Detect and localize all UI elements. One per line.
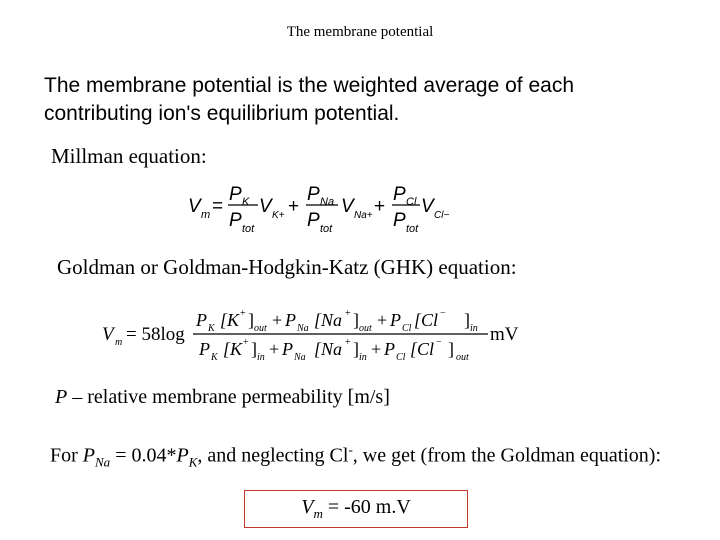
final-minus-sup: -: [348, 442, 353, 457]
ghk-den-p-na: P: [282, 339, 293, 359]
ghk-den-p-na-sub: Na: [294, 352, 306, 363]
ghk-num-p-k: P: [196, 310, 207, 330]
millman-plus-2: +: [374, 196, 386, 217]
ghk-num-cl-ion: [Cl: [414, 310, 439, 330]
ghk-den-cl-sup: −: [436, 337, 442, 348]
ghk-den-p-k-sub: K: [211, 352, 218, 363]
ghk-den-cl-ion: [Cl: [410, 339, 435, 359]
ghk-den-p-cl: P: [384, 339, 395, 359]
result-value: [244, 496, 468, 522]
millman-p-k-sub: K: [242, 196, 250, 208]
permeability-definition: [55, 386, 390, 409]
millman-equals: =: [212, 196, 224, 217]
millman-v-cl-sub: Cl−: [434, 210, 450, 221]
ghk-num-p-cl: P: [390, 310, 401, 330]
ghk-den-plus-2: +: [371, 339, 382, 359]
ghk-num-na-close: ]: [353, 310, 359, 330]
final-mid: , and neglecting Cl: [197, 444, 349, 467]
millman-v-cl: V: [421, 196, 434, 217]
ghk-den-na-loc: in: [359, 352, 367, 363]
ghk-num-cl-loc: in: [470, 323, 478, 334]
ghk-den-na-close: ]: [353, 339, 359, 359]
ghk-num-p-k-sub: K: [208, 323, 215, 334]
ghk-unit: mV: [490, 324, 519, 345]
final-statement: [50, 436, 700, 476]
slide-title: The membrane potential: [286, 24, 434, 40]
final-prefix: For: [50, 444, 83, 467]
millman-p-tot-1: P: [229, 210, 242, 231]
ghk-num-plus-1: +: [272, 310, 283, 330]
final-eq: = 0.04*: [110, 444, 177, 467]
ghk-num-k-ion: [K: [220, 310, 240, 330]
ghk-num-plus-2: +: [377, 310, 388, 330]
millman-lhs-sub: m: [201, 209, 211, 221]
ghk-den-k-close: ]: [251, 339, 257, 359]
millman-v-k: V: [259, 196, 272, 217]
final-k-sub: K: [188, 454, 198, 470]
ghk-lhs: V: [102, 324, 114, 345]
millman-v-k-sub: K+: [272, 210, 285, 221]
ghk-num-p-na: P: [285, 310, 296, 330]
ghk-num-k-sup: +: [240, 308, 246, 319]
ghk-den-na-ion: [Na: [314, 339, 343, 359]
ghk-den-cl-loc: out: [456, 352, 469, 363]
ghk-den-k-loc: in: [257, 352, 265, 363]
millman-v-na: V: [341, 196, 354, 217]
millman-tot-2: tot: [320, 223, 333, 235]
result-v: V: [301, 496, 314, 518]
ghk-num-na-sup: +: [345, 308, 351, 319]
ghk-den-p-cl-sub: Cl: [396, 352, 406, 363]
ghk-den-na-sup: +: [345, 337, 351, 348]
final-p-na: P: [82, 444, 96, 467]
result-m: m: [313, 506, 323, 521]
millman-p-cl-sub: Cl: [406, 196, 417, 208]
permeability-symbol: P: [55, 386, 68, 408]
millman-p-k: P: [229, 184, 242, 205]
ghk-num-p-na-sub: Na: [297, 323, 309, 334]
millman-tot-1: tot: [242, 223, 255, 235]
ghk-num-na-ion: [Na: [314, 310, 343, 330]
millman-p-cl: P: [393, 184, 406, 205]
ghk-num-na-loc: out: [359, 323, 372, 334]
ghk-den-k-sup: +: [243, 337, 249, 348]
goldman-label: Goldman or Goldman-Hodgkin-Katz (GHK) equation:: [57, 255, 517, 279]
millman-p-tot-3: P: [393, 210, 406, 231]
millman-p-na: P: [307, 184, 320, 205]
millman-label: Millman equation:: [51, 144, 207, 168]
ghk-num-p-cl-sub: Cl: [402, 323, 412, 334]
ghk-den-k-ion: [K: [223, 339, 243, 359]
ghk-num-k-close: ]: [248, 310, 254, 330]
permeability-text: – relative membrane permeability [m/s]: [67, 386, 390, 408]
millman-lhs: V: [188, 196, 201, 217]
ghk-den-cl-close: ]: [448, 339, 454, 359]
ghk-num-cl-sup: −: [440, 308, 446, 319]
millman-p-na-sub: Na: [320, 196, 335, 208]
result-number: = -60 m.V: [322, 496, 411, 518]
ghk-equals: = 58log: [126, 324, 185, 345]
ghk-den-p-k: P: [199, 339, 210, 359]
ghk-num-cl-close: ]: [464, 310, 470, 330]
millman-v-na-sub: Na+: [354, 210, 373, 221]
final-suffix: , we get (from the Goldman equation):: [352, 444, 662, 467]
final-na-sub: Na: [95, 454, 111, 470]
millman-tot-3: tot: [406, 223, 419, 235]
ghk-lhs-sub: m: [115, 337, 123, 348]
ghk-den-plus-1: +: [269, 339, 280, 359]
intro-text: The membrane potential is the weighted average of each contributing ion's equilibrium potential.: [44, 74, 574, 125]
final-p-k: P: [176, 444, 189, 467]
millman-p-tot-2: P: [307, 210, 320, 231]
ghk-num-k-loc: out: [254, 323, 267, 334]
millman-plus-1: +: [288, 196, 300, 217]
